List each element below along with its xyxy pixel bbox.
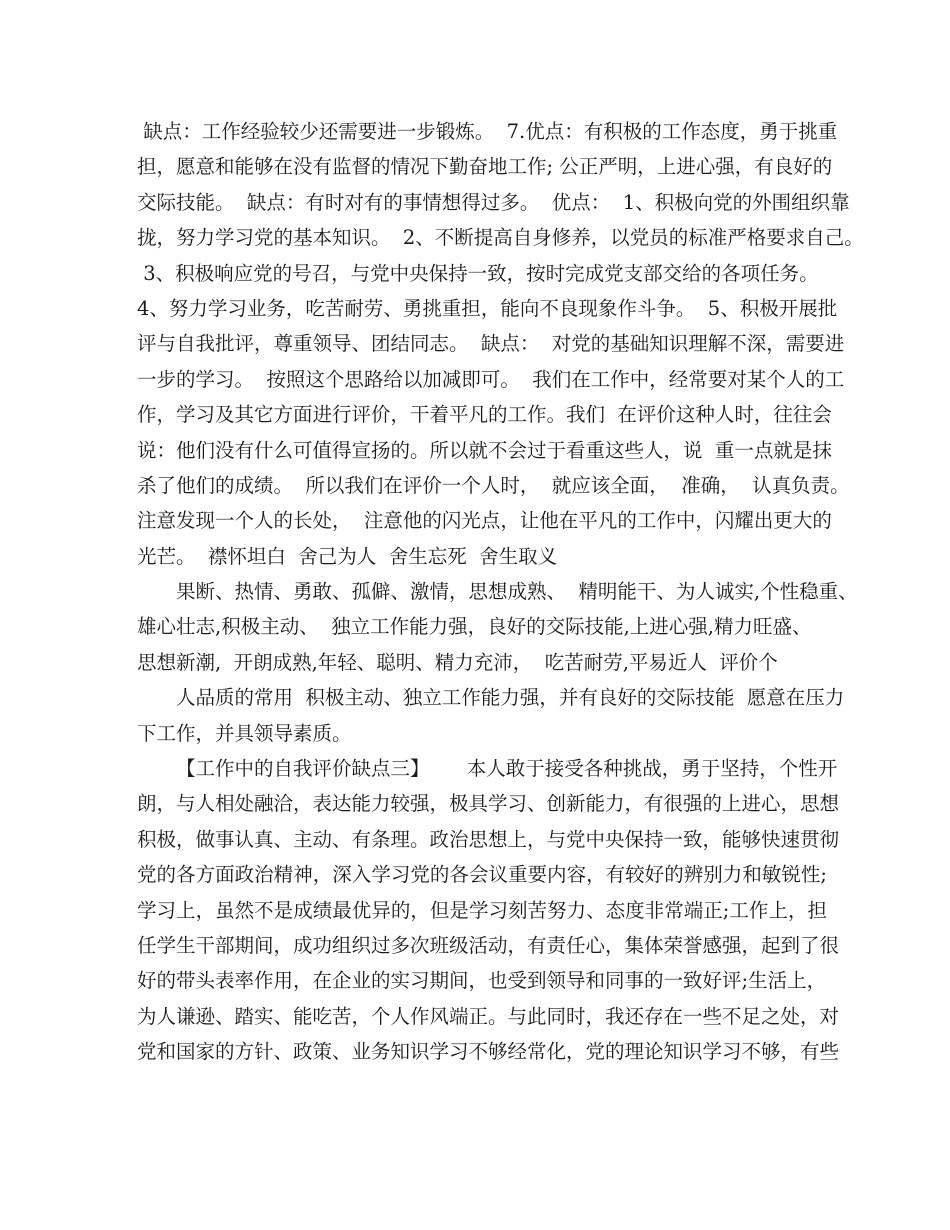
text-line-14: 果断、热情、勇敢、孤僻、激情，思想成熟、 精明能干、为人诚实,个性稳重、 — [176, 580, 858, 604]
text-line-15: 雄心壮志,积极主动、 独立工作能力强，良好的交际技能,上进心强,精力旺盛、 — [137, 615, 812, 639]
text-line-2: 担，愿意和能够在没有监督的情况下勤奋地工作; 公正严明，上进心强，有良好的 — [137, 155, 833, 179]
text-line-9: 作，学习及其它方面进行评价，干着平凡的工作。我们 在评价这种人时，往往会 — [137, 403, 832, 427]
text-line-1: 缺点：工作经验较少还需要进一步锻炼。 7.优点：有积极的工作态度，勇于挑重 — [137, 120, 838, 143]
text-line-10: 说：他们没有什么可值得宣扬的。所以就不会过于看重这些人，说 重一点就是抹 — [137, 438, 832, 462]
section-heading-line: 【工作中的自我评价缺点三】 本人敢于接受各种挑战，勇于坚持，个性开 — [176, 757, 838, 781]
text-line-8: 一步的学习。 按照这个思路给以加减即可。 我们在工作中，经常要对某个人的工 — [137, 367, 845, 391]
text-line-3: 交际技能。 缺点：有时对有的事情想得过多。 优点： 1、积极向党的外围组织靠 — [137, 190, 850, 214]
text-line-27: 党和国家的方针、政策、业务知识学习不够经常化，党的理论知识学习不够，有些 — [137, 1040, 840, 1064]
text-line-6: 4、努力学习业务，吃苦耐劳、勇挑重担，能向不良现象作斗争。 5、积极开展批 — [137, 296, 838, 320]
text-line-11: 杀了他们的成绩。 所以我们在评价一个人时， 就应该全面， 准确， 认真负责。 — [137, 473, 850, 497]
text-line-20: 朗，与人相处融洽，表达能力较强，极具学习、创新能力，有很强的上进心，思想 — [137, 792, 840, 816]
text-line-12: 注意发现一个人的长处， 注意他的闪光点，让他在平凡的工作中，闪耀出更大的 — [137, 509, 832, 533]
text-line-13: 光芒。 襟怀坦白 舍己为人 舍生忘死 舍生取义 — [137, 544, 558, 568]
text-line-17: 人品质的常用 积极主动、独立工作能力强，并有良好的交际技能 愿意在压力 — [176, 686, 845, 710]
text-line-7: 评与自我批评，尊重领导、团结同志。 缺点： 对党的基础知识理解不深，需要进 — [137, 332, 845, 356]
text-line-24: 任学生干部期间，成功组织过多次班级活动，有责任心，集体荣誉感强，起到了很 — [137, 933, 840, 957]
text-line-5: 3、积极响应党的号召，与党中央保持一致，按时完成党支部交给的各项任务。 — [137, 261, 819, 285]
body-text — [137, 114, 864, 1070]
text-line-18: 下工作，并具领导素质。 — [137, 721, 352, 745]
text-line-22: 党的各方面政治精神，深入学习党的各会议重要内容，有较好的辨别力和敏锐性; — [137, 863, 827, 887]
text-line-4: 拢，努力学习党的基本知识。 2、不断提高自身修养，以党员的标准严格要求自己。 — [137, 226, 864, 250]
text-line-25: 好的带头表率作用，在企业的实习期间，也受到领导和同事的一致好评;生活上， — [137, 969, 827, 993]
text-line-21: 积极，做事认真、主动、有条理。政治思想上，与党中央保持一致，能够快速贯彻 — [137, 827, 840, 851]
text-line-26: 为人谦逊、踏实、能吃苦，个人作风端正。与此同时，我还存在一些不足之处，对 — [137, 1004, 840, 1028]
text-line-23: 学习上，虽然不是成绩最优异的，但是学习刻苦努力、态度非常端正;工作上，担 — [137, 898, 827, 922]
text-line-16: 思想新潮, 开朗成熟,年轻、聪明、精力充沛， 吃苦耐劳,平易近人 评价个 — [137, 650, 778, 674]
